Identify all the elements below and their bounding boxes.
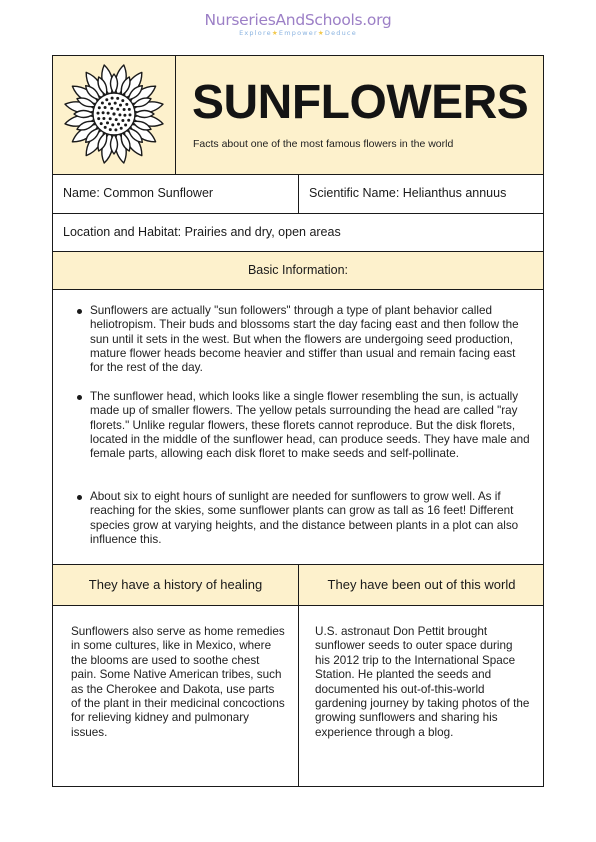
seed-dot (109, 128, 112, 131)
seed-dot (120, 127, 123, 130)
healing-section (53, 606, 298, 786)
list-item: The sunflower head, which looks like a single flower resembling the sun, is actually made up of smaller flowers. The yellow petals surrounding the head are called "ray florets." Unlike regular flowers, these florets cannot reproduce. But the disk florets, located in the middle of the sunflower head, can produce seeds. They have male and female parts, allowing each disk floret to make seeds and self-pollinate. (90, 390, 530, 461)
seed-dot (116, 97, 119, 100)
seed-dot (117, 123, 120, 126)
logo-tagline (0, 29, 596, 38)
logo-tagline-word: Empower (278, 29, 318, 37)
seed-dot (98, 106, 101, 109)
healing-text: Sunflowers also serve as home remedies in some cultures, like in Mexico, where the blooms are used to soothe chest pain. Some Native American tribes, such as the Cherokee and Dakota, use parts of the plant in their medicinal concoctions for relieving kidney and pulmonary issues. (71, 625, 285, 739)
page-title: SUNFLOWERS (192, 76, 529, 129)
seed-dot (106, 121, 109, 124)
seed-dot (121, 99, 124, 102)
basic-info-heading: Basic Information: (247, 263, 349, 277)
site-logo (0, 10, 596, 38)
seed-dot (104, 106, 107, 109)
seed-dot (128, 108, 131, 111)
sunflower-illustration (53, 56, 176, 174)
space-section (298, 606, 544, 786)
names-row (53, 174, 543, 214)
seed-dot (102, 111, 105, 114)
seed-dot (121, 119, 124, 122)
seed-dot (124, 124, 127, 127)
space-text: U.S. astronaut Don Pettit brought sunflower seeds to outer space during his 2012 trip to the International Space Station. He planted the seeds and documented his out-of-this-world gardening journey by taking photos of the growing sunflowers and sharing his experience through a blog. (315, 625, 530, 739)
common-name: Name: Common Sunflower (63, 186, 214, 200)
seed-dot (115, 118, 118, 121)
logo-name: NurseriesAndSchools.org (204, 11, 392, 29)
seed-dot (123, 108, 126, 111)
space-heading: They have been out of this world (327, 577, 516, 592)
healing-heading: They have a history of healing (88, 577, 263, 592)
list-item: Sunflowers are actually "sun followers" through a type of plant behavior called heliotropism. Their buds and blossoms start the day facing east and then follow the sun until it sets in the west. But when the flowers are undergoing seed production, mature flower heads become heavier and stiffer than usual and remain facing east for the rest of the day. (90, 304, 530, 375)
seed-dot (129, 113, 132, 116)
seed-dot (97, 112, 100, 115)
seed-dot (127, 119, 130, 122)
star-icon: ★ (317, 29, 325, 37)
seed-dot (114, 102, 117, 105)
habitat-row (53, 214, 543, 252)
logo-tagline-word: Explore (239, 29, 272, 37)
seed-dot (109, 117, 112, 120)
seed-dot (116, 108, 119, 111)
seed-dot (110, 107, 113, 110)
divider (298, 174, 299, 213)
fact-sheet (52, 55, 544, 787)
seed-dot (102, 117, 105, 120)
seed-dot (104, 126, 107, 129)
seed-dot (112, 112, 115, 115)
seed-dot (105, 98, 108, 101)
seed-dot (107, 112, 110, 115)
logo-tagline-word: Deduce (324, 29, 357, 37)
basic-info-heading-row (53, 252, 543, 290)
seed-dot (123, 114, 126, 117)
seed-dot (118, 113, 121, 116)
seed-dot (108, 102, 111, 105)
column-heading-band (53, 565, 543, 606)
seed-dot (100, 122, 103, 125)
scientific-name: Scientific Name: Helianthus annuus (309, 186, 507, 200)
header-panel (53, 56, 543, 175)
location-habitat: Location and Habitat: Prairies and dry, open areas (63, 225, 341, 239)
page-subtitle: Facts about one of the most famous flowers in the world (193, 138, 454, 150)
seed-dot (114, 128, 117, 131)
seed-dot (111, 97, 114, 100)
seed-dot (97, 117, 100, 120)
column-body-row (53, 606, 543, 786)
star-icon: ★ (271, 29, 279, 37)
seed-dot (101, 102, 104, 105)
seed-dot (119, 104, 122, 107)
seed-dot (125, 103, 128, 106)
seed-dot (111, 123, 114, 126)
list-item: About six to eight hours of sunlight are needed for sunflowers to grow well. As if reaching for the skies, some sunflower plants can grow as tall as 16 feet! Different species grow at varying heights, and the distance between plants in a plot can also influence this. (90, 490, 530, 547)
basic-info-facts (53, 290, 543, 565)
sunflower-icon (53, 56, 175, 174)
